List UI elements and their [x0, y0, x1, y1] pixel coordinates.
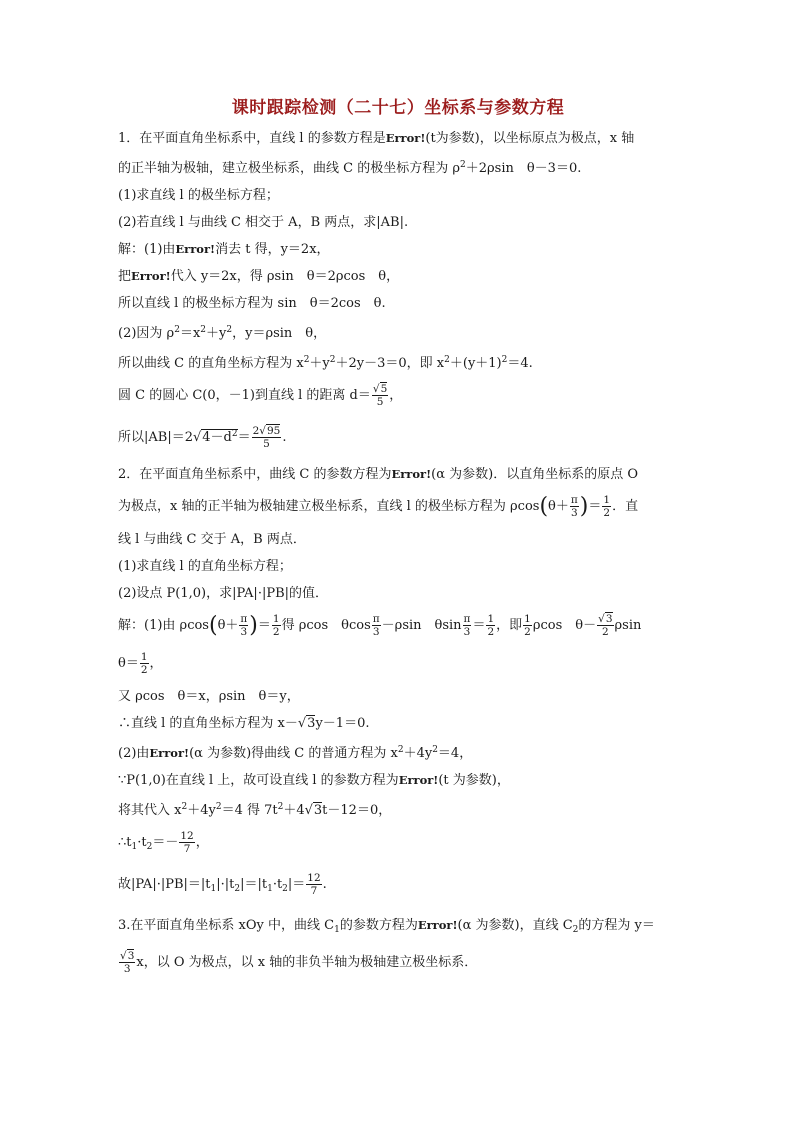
- text-line: θ＝ $\frac{1}{2}$ ，: [118, 651, 163, 676]
- text-line: 把Error!代入 y＝2x，得 ρsin θ＝2ρcos θ，: [118, 269, 400, 284]
- text-line: 解：(1)由 ρcos(θ＋ $\frac{\pi}{3}$ )＝ $\frac{1}{2}$ 得 ρcos θcos $\frac{\pi}{3}$ －ρsin θsin $\frac{\pi}{3}$ ＝ $\frac{1}{2}$ ，即 $\frac{1}{2}$ ρcos θ－ $\frac{√3}{2}$ ρsin: [118, 613, 642, 638]
- text-line: (2)因为 $\rho^2=x^2+y^2$，y＝ρsin θ，: [118, 325, 327, 341]
- text-line: ∵P(1,0)在直线 l 上，故可设直线 l 的参数方程为Error!(t 为参数)，: [118, 773, 510, 788]
- text-line: 3.在平面直角坐标系 xOy 中，曲线 $C_1$的参数方程为Error!(α 为参数)，直线 $C_2$的方程为 y＝: [118, 918, 655, 935]
- document-page: [118, 95, 678, 982]
- text-line: 所以曲线 C 的直角坐标方程为 $x^2+y^2+2y-3=0$，即 $x^2+(y+1)^2=4$.: [118, 355, 533, 371]
- text-line: $\frac{√3}{3}$ x，以 O 为极点，以 x 轴的非负半轴为极轴建立极坐标系．: [120, 950, 478, 975]
- text-line: 故$|PA|\cdot|PB|=|t_1|\cdot|t_2|=|t_1\cdot t_2|=$ $\frac{12}{7}$ .: [118, 872, 327, 897]
- text-line: 又 ρcos θ＝x，ρsin θ＝y，: [118, 689, 300, 704]
- document-body: [118, 125, 678, 982]
- text-line: $\therefore t_1\cdot t_2=-$ $\frac{12}{7}$ ，: [118, 830, 209, 855]
- text-line: (1)求直线 l 的极坐标方程；: [118, 188, 279, 203]
- text-line: ∴直线 l 的直角坐标方程为 x－√3y－1＝0.: [118, 716, 370, 731]
- text-line: 所以直线 l 的极坐标方程为 sin θ＝2cos θ.: [118, 296, 386, 311]
- text-line: (1)求直线 l 的直角坐标方程；: [118, 559, 292, 574]
- text-line: 为极点，x 轴的正半轴为极轴建立极坐标系，直线 l 的极坐标方程为 ρcos(θ＋ $\frac{\pi}{3}$ )＝ $\frac{1}{2}$ ．直: [118, 494, 639, 519]
- text-line: (2)若直线 l 与曲线 C 相交于 A，B 两点，求|AB|.: [118, 215, 409, 230]
- text-line: 将其代入 $x^2+4y^2=4$ 得 $7t^2+4√3t-12=0$，: [118, 802, 392, 818]
- text-line: 1．在平面直角坐标系中，直线 l 的参数方程是Error!(t为参数)，以坐标原点为极点，x 轴: [118, 131, 635, 146]
- page-title: 课时跟踪检测（二十七）坐标系与参数方程: [231, 98, 565, 118]
- text-line: 线 l 与曲线 C 交于 A，B 两点．: [118, 532, 306, 547]
- text-line: 圆 C 的圆心 C(0，－1)到直线 l 的距离 d＝ $\frac{√5}{5}$ ，: [118, 383, 403, 408]
- text-line: 所以$|AB|=2√4-d^2=$ $\frac{2√95}{5}$ .: [118, 425, 287, 450]
- text-line: 解：(1)由Error!消去 t 得，y＝2x，: [118, 242, 330, 257]
- text-line: 2．在平面直角坐标系中，曲线 C 的参数方程为Error!(α 为参数)．以直角坐标系的原点 O: [118, 467, 639, 482]
- text-line: 的正半轴为极轴，建立极坐标系，曲线 C 的极坐标方程为 $\rho^2+2\rho\sin$ θ－3＝0.: [118, 160, 582, 176]
- text-line: (2)由Error!(α 为参数)得曲线 C 的普通方程为 $x^2+4y^2=4$，: [118, 745, 473, 761]
- text-line: (2)设点 P(1,0)，求|PA|·|PB|的值．: [118, 586, 329, 601]
